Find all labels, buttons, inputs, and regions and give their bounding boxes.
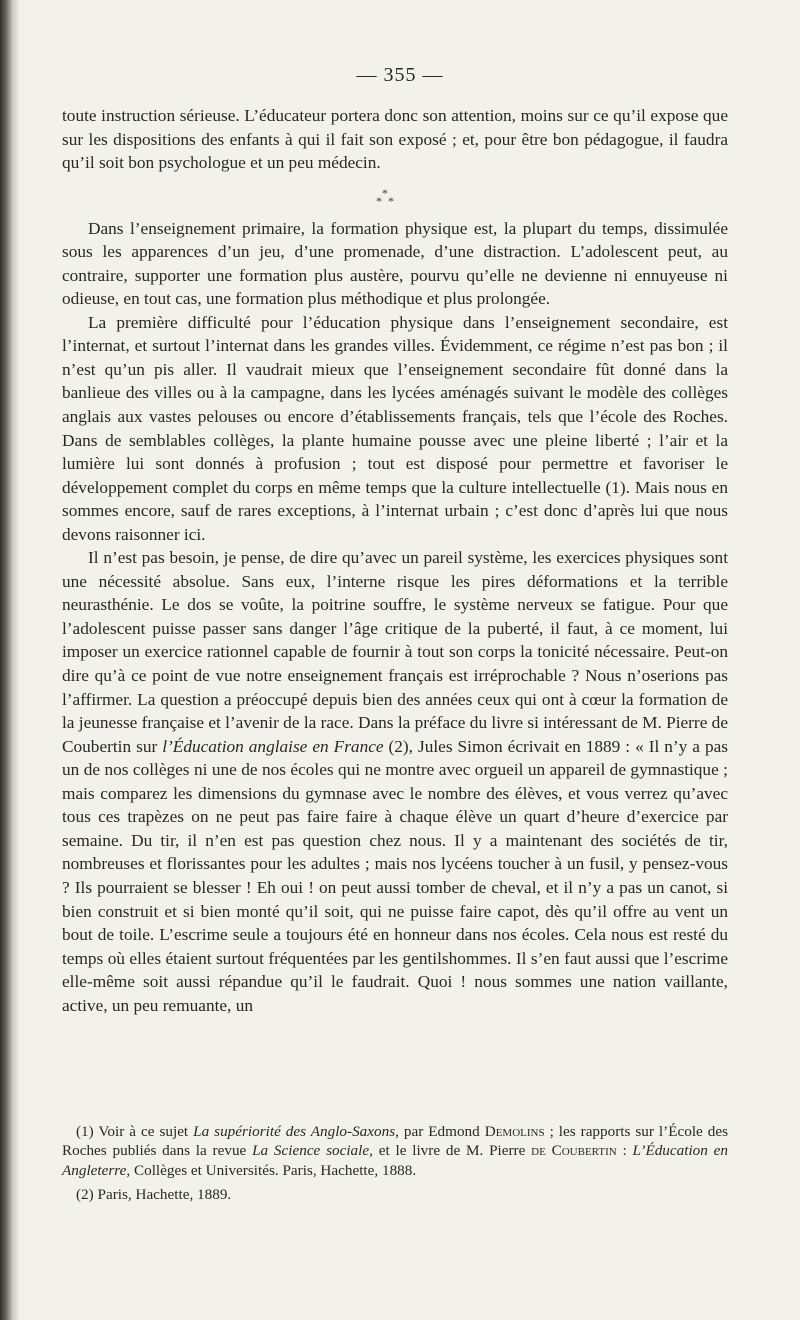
asterism-star: * — [388, 193, 394, 208]
footnote-text: (1) Voir à ce sujet — [76, 1123, 194, 1140]
footnote-text: , et le livre de M. Pierre — [369, 1142, 532, 1160]
footnote-author: Demolins — [484, 1123, 545, 1140]
footnotes — [62, 1122, 728, 1205]
paragraph: Dans l’enseignement primaire, la formation physique est, la plupart du temps, dissimulée sous les apparences d’un jeu, d’une promenade, d’une distraction. L’adolescent peut, au contraire, supporter une formation plus austère, pourvu qu’elle ne devienne ni ennuyeuse ni odieuse, en tout cas, une formation plus méthodique et plus prolongée. — [62, 218, 728, 309]
page-number: — 355 — — [356, 64, 444, 86]
paragraph-text: (2), Jules Simon écrivait en 1889 : « Il n’y a pas un de nos collèges ni une de nos écoles qui ne montre avec orgueil un appareil de gymnastique ; mais comparez les dimensions du gymnase avec le nombre des élèves, et vous verrez qu’avec tous ces trapèzes on ne peut pas faire faire à chaque élève un quart d’heure d’exercice par semaine. Du tir, il n’en est pas question chez nous. Il y a maintenant des sociétés de tir, nombreuses et florissantes pour les adultes ; mais nos lycéens toucher à un fusil, y pensez-vous ? Ils pourraient se blesser ! Eh oui ! on peut aussi tomber de cheval, et il n’y a pas un canot, si bien construit et si bien monté qu’il soit, qui ne puisse faire capot, dès qu’il offre au vent un bout de toile. L’escrime seule a toujours été en honneur dans nos écoles. Cela nous est resté du temps où elles étaient surtout fréquentées par les gentilshommes. Il s’en faut aussi que l’escrime elle-même soit aussi répandue qu’il le faudrait. Quoi ! nous sommes une nation vaillante, active, un peu remuante, un — [62, 736, 728, 1015]
footnote-text: : — [616, 1142, 633, 1160]
asterism-separator — [62, 179, 728, 217]
footnote-2: (2) Paris, Hachette, 1889. — [76, 1186, 232, 1204]
asterism-star: * — [376, 193, 382, 208]
book-title: l’Éducation anglaise en France — [162, 736, 384, 756]
footnote-text: , par Edmond — [395, 1123, 485, 1140]
body-text — [62, 104, 728, 1017]
footnote-book-title: La supériorité des Anglo-Saxons — [193, 1123, 396, 1140]
footnote-book-title: L’Éducation en Angleterre — [62, 1142, 728, 1179]
footnote-1 — [62, 1122, 728, 1180]
footnote-author: de Coubertin — [531, 1142, 617, 1160]
paragraph-continuation: toute instruction sérieuse. L’éducateur portera donc son attention, moins sur ce qu’il expose que sur les dispositions des enfants à qui il fait son exposé ; et, pour être bon pédagogue, il faudra qu’il soit bon psychologue et un peu médecin. — [62, 106, 728, 173]
footnote-text: ; les rapports sur l’École des Roches publiés dans la revue — [62, 1123, 729, 1160]
asterism-star: * — [382, 185, 388, 200]
paragraph-text: Il n’est pas besoin, je pense, de dire qu’avec un pareil système, les exercices physiques sont une nécessité absolue. Sans eux, l’interne risque les pires déformations et la terrible neurasthénie. Le dos se voûte, la poitrine souffre, le système nerveux se fatigue. Pour que l’adolescent puisse passer sans danger l’âge critique de la puberté, il faut, à ce moment, lui imposer un exercice rationnel capable de fournir à tout son corps la tonicité nécessaire. Peut-on dire qu’à ce point de vue notre enseignement français est irréprochable ? Nous n’oserions pas l’affirmer. La question a préoccupé depuis bien des années ceux qui ont à cœur la formation de la jeunesse française et l’avenir de la race. Dans la préface du livre si intéressant de M. Pierre de Coubertin sur — [62, 548, 728, 756]
footnote-journal-title: La Science sociale — [252, 1142, 370, 1160]
paragraph: La première difficulté pour l’éducation physique dans l’enseignement secondaire, est l’internat, et surtout l’internat dans les grandes villes. Évidemment, ce régime n’est pas bon ; il n’est qu’un pis aller. Il vaudrait mieux que l’enseignement secondaire fût donné dans la banlieue des villes ou à la campagne, dans les lycées aménagés suivant le modèle des collèges anglais aux vastes pelouses ou encore d’établissements français, tels que l’école des Roches. Dans de semblables collèges, la plante humaine pousse avec une pleine liberté ; l’air et la lumière lui sont donnés à profusion ; tout est disposé pour permettre et favoriser le développement complet du corps en même temps que la culture intellectuelle (1). Mais nous en sommes encore, sauf de rares exceptions, à l’internat urbain ; c’est donc d’après lui que nous devons raisonner ici. — [62, 312, 728, 544]
footnote-text: , Collèges et Universités. Paris, Hachette, 1888. — [126, 1161, 417, 1179]
paragraph — [62, 546, 728, 1017]
